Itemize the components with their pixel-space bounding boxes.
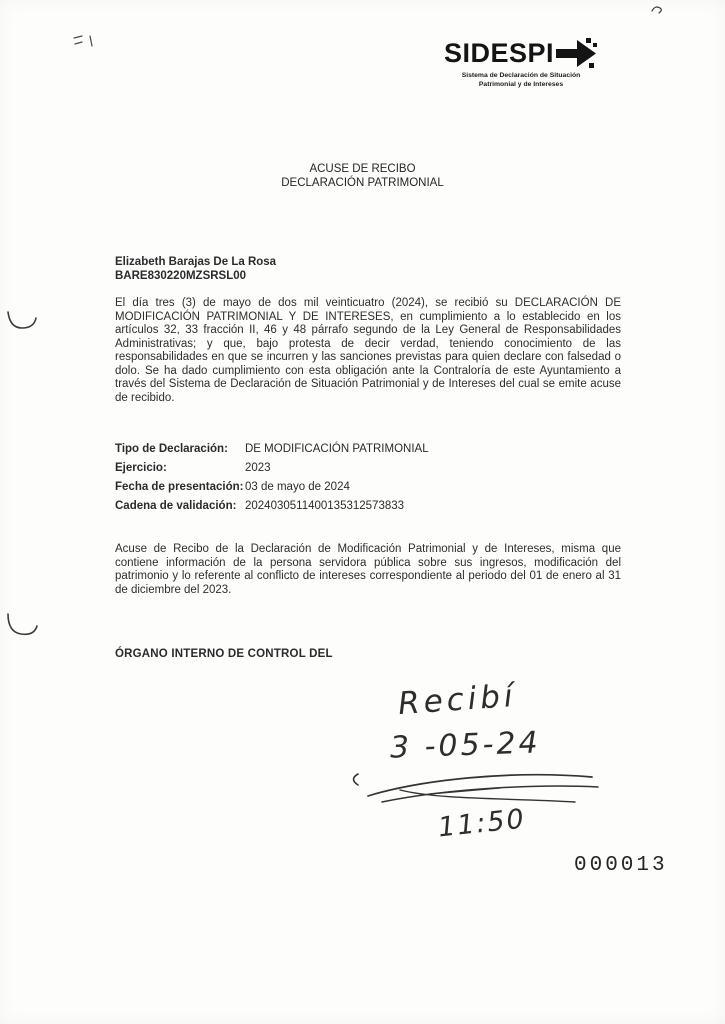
pen-mark-top-left (68, 32, 98, 60)
detail-value: 03 de mayo de 2024 (245, 481, 350, 493)
sidespi-logo-subtitle-2: Patrimonial y de Intereses (478, 80, 564, 88)
recipient-block (115, 255, 276, 283)
body-paragraph-2: Acuse de Recibo de la Declaración de Modificación Patrimonial y de Intereses, misma que contiene información de la persona servidora pública sobre sus ingresos, modificación del patrimonio y lo referente al conflicto de intereses correspondiente al periodo del 01 de enero al 31 de diciembre del 2023. (115, 543, 621, 596)
handwritten-received: Recibí (396, 677, 518, 723)
document-title-line-2: DECLARACIÓN PATRIMONIAL (281, 177, 444, 189)
body-paragraph-1: El día tres (3) de mayo de dos mil veinticuatro (2024), se recibió su DECLARACIÓN DE MODIFICACIÓN PATRIMONIAL Y DE INTERESES, en cumplimiento a lo establecido en los artículos 32, 33 fracción II, 46 y 48 párrafo segundo de la Ley General de Responsabilidades Administrativas; y que, bajo protesta de decir verdad, teniendo conocimiento de las responsabilidades en que se incurren y las sanciones previstas para quien declare con falsedad o dolo. Se ha dado cumplimiento con esta obligación ante la Contraloría de este Ayuntamiento a través del Sistema de Declaración de Situación Patrimonial y de Intereses del cual se emite acuse de recibido. (115, 297, 621, 404)
detail-value: DE MODIFICACIÓN PATRIMONIAL (245, 443, 429, 455)
signature-scribble (340, 760, 605, 810)
recipient-name: Elizabeth Barajas De La Rosa (115, 256, 277, 268)
detail-label: Tipo de Declaración: (115, 443, 228, 455)
document-title (0, 162, 725, 190)
pen-mark-top-right (648, 2, 666, 16)
sidespi-logo-subtitle-1: Sistema de Declaración de Situación (461, 72, 581, 79)
pen-mark-margin-1 (4, 304, 40, 336)
detail-row-tipo (115, 440, 595, 459)
sidespi-arrow-icon (556, 36, 598, 70)
detail-label: Cadena de validación: (115, 500, 237, 512)
pen-mark-margin-2 (2, 608, 40, 642)
detail-row-cadena (115, 497, 595, 516)
detail-row-ejercicio (115, 459, 595, 478)
detail-label: Fecha de presentación: (115, 481, 244, 493)
recipient-curp: BARE830220MZSRSL00 (115, 270, 247, 282)
detail-value: 2023 (245, 462, 271, 474)
document-title-line-1: ACUSE DE RECIBO (309, 163, 416, 175)
sidespi-logo (436, 36, 606, 89)
office-heading: ÓRGANO INTERNO DE CONTROL DEL (115, 648, 333, 660)
detail-label: Ejercicio: (115, 462, 167, 474)
detail-value: 2024030511400135312573833 (245, 500, 405, 512)
handwritten-date: 3 -05-24 (389, 725, 542, 766)
folio-stamp: 000013 (574, 854, 668, 877)
handwritten-time: 11:50 (436, 803, 528, 844)
detail-row-fecha (115, 478, 595, 497)
sidespi-logo-title: SIDESPI (443, 37, 555, 68)
declaration-details (115, 440, 595, 516)
